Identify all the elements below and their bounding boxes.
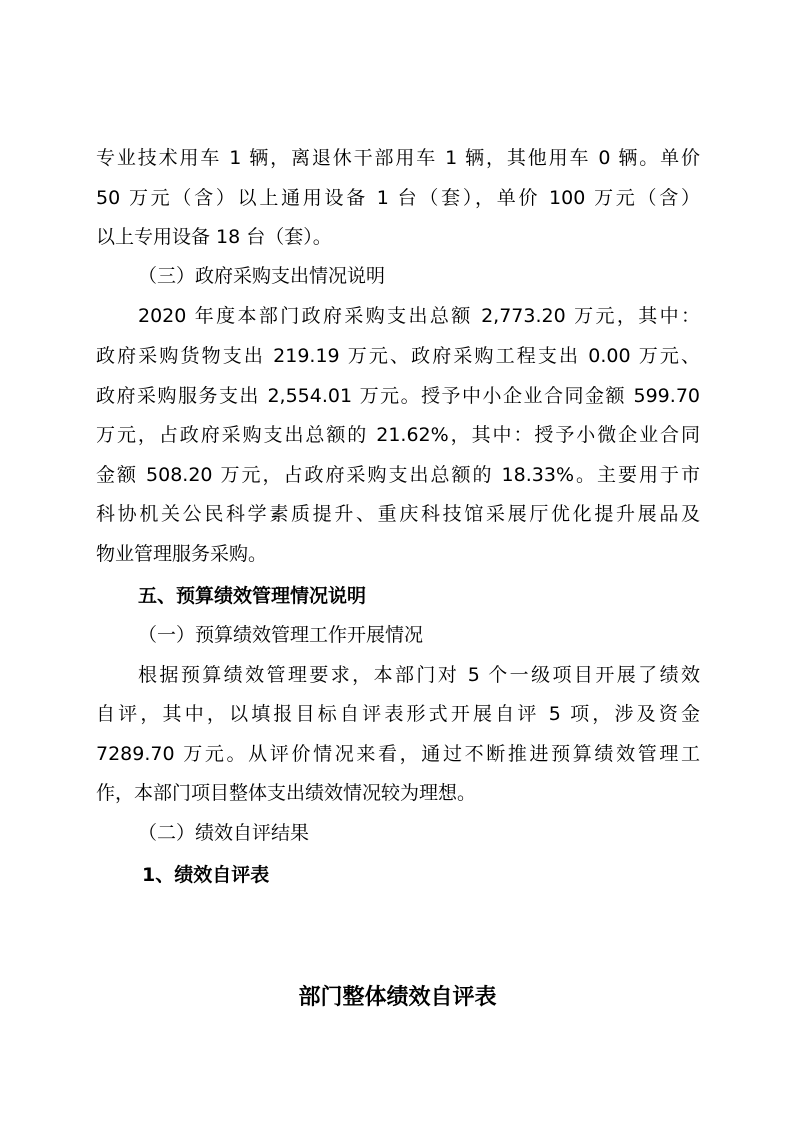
subsection-heading: （二）绩效自评结果: [138, 822, 310, 844]
paragraph-line: 万元，占政府采购支出总额的 21.62%，其中：授予小微企业合同: [96, 424, 700, 446]
paragraph-line: 自评，其中，以填报目标自评表形式开展自评 5 项，涉及资金: [96, 703, 700, 725]
paragraph-line: 政府采购货物支出 219.19 万元、政府采购工程支出 0.00 万元、: [96, 345, 700, 367]
list-item-heading: 1、绩效自评表: [142, 864, 270, 886]
paragraph-line: 政府采购服务支出 2,554.01 万元。授予中小企业合同金额 599.70: [96, 385, 700, 407]
paragraph-line: 以上专用设备 18 台（套）。: [96, 226, 332, 248]
section-heading: 五、预算绩效管理情况说明: [138, 585, 367, 607]
paragraph-line: 金额 508.20 万元，占政府采购支出总额的 18.33%。主要用于市: [96, 464, 700, 486]
paragraph-line: 7289.70 万元。从评价情况来看，通过不断推进预算绩效管理工: [96, 743, 700, 765]
paragraph-line: 根据预算绩效管理要求，本部门对 5 个一级项目开展了绩效: [138, 664, 700, 686]
paragraph-line: 专业技术用车 1 辆，离退休干部用车 1 辆，其他用车 0 辆。单价: [96, 147, 700, 169]
paragraph-line: 作，本部门项目整体支出绩效情况较为理想。: [96, 782, 477, 804]
paragraph-line: 科协机关公民科学素质提升、重庆科技馆采展厅优化提升展品及: [96, 503, 700, 525]
paragraph-line: 50 万元（含）以上通用设备 1 台（套），单价 100 万元（含）: [96, 187, 700, 209]
table-title: 部门整体绩效自评表: [298, 984, 497, 1010]
paragraph-line: 物业管理服务采购。: [96, 543, 268, 565]
subsection-heading: （一）预算绩效管理工作开展情况: [138, 624, 424, 646]
paragraph-line: 2020 年度本部门政府采购支出总额 2,773.20 万元，其中：: [138, 305, 700, 327]
procurement-heading: （三）政府采购支出情况说明: [138, 265, 386, 287]
